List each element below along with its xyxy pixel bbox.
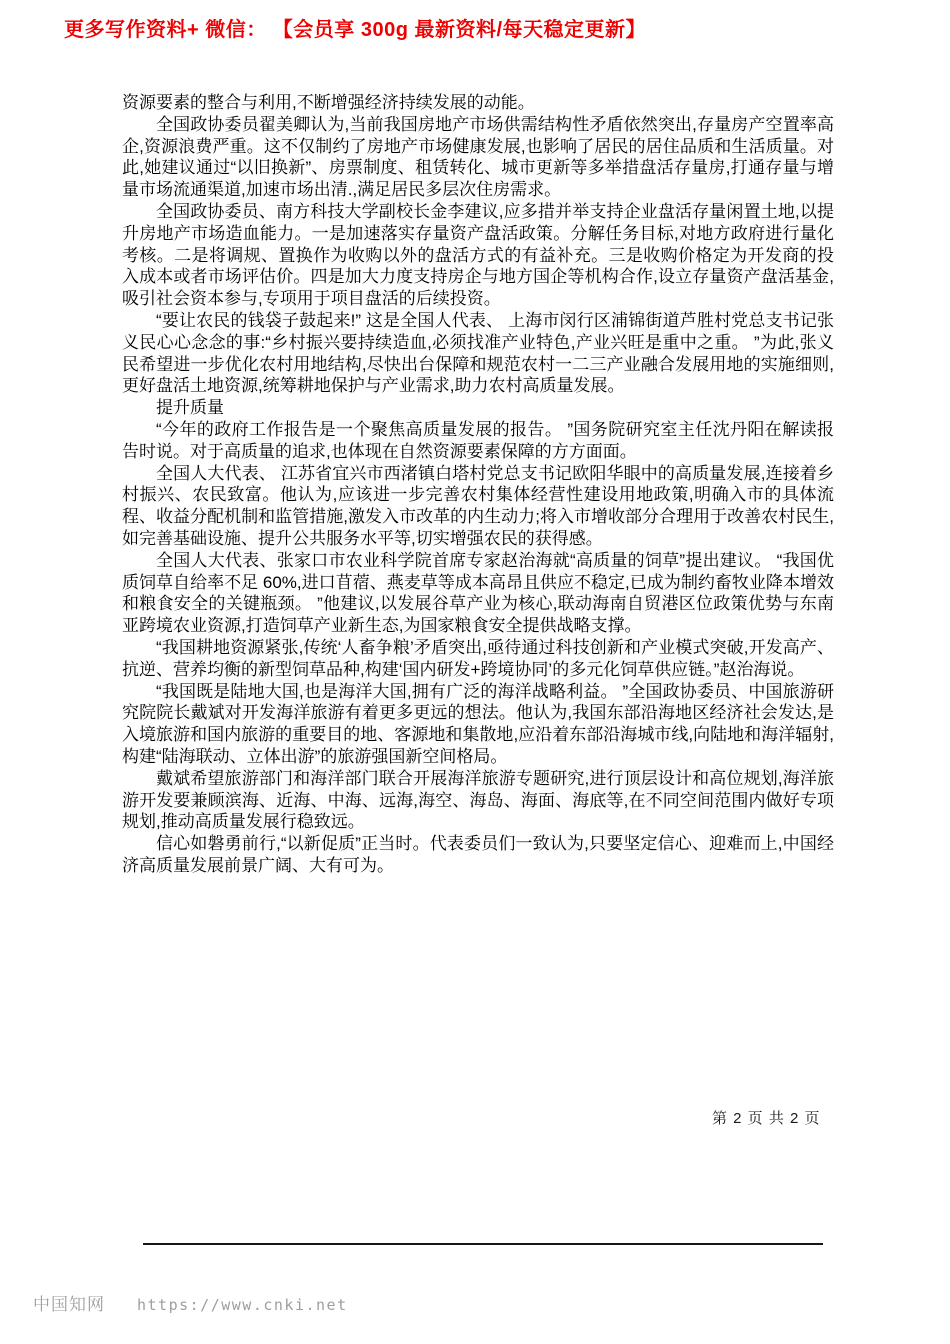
promo-banner: 更多写作资料+ 微信： 【会员享 300g 最新资料/每天稳定更新】 (64, 19, 647, 41)
paragraph: 全国政协委员翟美卿认为,当前我国房地产市场供需结构性矛盾依然突出,存量房产空置率高企,资源浪费严重。这不仅制约了房地产市场健康发展,也影响了居民的居住品质和生活质量。对此,她建议通过“以旧换新”、房票制度、租赁转化、城市更新等多举措盘活存量房,打通存量与增量市场流通渠道,加速市场出清.,满足居民多层次住房需求。 (122, 114, 834, 200)
paragraph: 全国人大代表、张家口市农业科学院首席专家赵治海就“高质量的饲草”提出建议。 “我国优质饲草自给率不足 60%,进口苜蓿、燕麦草等成本高昂且供应不稳定,已成为制约畜牧业降本增效和粮食安全的关键瓶颈。 ”他建议,以发展谷草产业为核心,联动海南自贸港区位政策优势与东南亚跨境农业资源,打造饲草产业新生态,为国家粮食安全提供战略支撑。 (122, 550, 834, 636)
section-heading: 提升质量 (156, 398, 224, 418)
watermark (33, 1290, 348, 1315)
paragraph: “今年的政府工作报告是一个聚焦高质量发展的报告。 ”国务院研究室主任沈丹阳在解读报告时说。对于高质量的追求,也体现在自然资源要素保障的方方面面。 (122, 419, 834, 461)
document-body (122, 92, 834, 877)
paragraph: 全国人大代表、 江苏省宜兴市西渚镇白塔村党总支书记欧阳华眼中的高质量发展,连接着乡村振兴、农民致富。他认为,应该进一步完善农村集体经营性建设用地政策,明确入市的具体流程、收益分配机制和监管措施,激发入市改革的内生动力;将入市增收部分合理用于改善农村民生,如完善基础设施、提升公共服务水平等,切实增强农民的获得感。 (122, 463, 834, 548)
paragraph: “我国耕地资源紧张,传统‘人畜争粮’矛盾突出,亟待通过科技创新和产业模式突破,开发高产、抗逆、营养均衡的新型饲草品种,构建‘国内研发+跨境协同’的多元化饲草供应链。”赵治海说。 (122, 637, 834, 679)
page-number: 第 2 页 共 2 页 (712, 1110, 821, 1127)
paragraph: 信心如磐勇前行,“以新促质”正当时。代表委员们一致认为,只要坚定信心、迎难而上,中国经济高质量发展前景广阔、大有可为。 (122, 834, 834, 875)
paragraph: 戴斌希望旅游部门和海洋部门联合开展海洋旅游专题研究,进行顶层设计和高位规划,海洋旅游开发要兼顾滨海、近海、中海、远海,海空、海岛、海面、海底等,在不同空间范围内做好专项规划,推动高质量发展行稳致远。 (122, 768, 834, 832)
paragraph: 资源要素的整合与利用,不断增强经济持续发展的动能。 (122, 93, 535, 112)
footer-divider (143, 1243, 823, 1245)
paragraph: “我国既是陆地大国,也是海洋大国,拥有广泛的海洋战略利益。 ”全国政协委员、中国旅游研究院院长戴斌对开发海洋旅游有着更多更远的想法。他认为,我国东部沿海地区经济社会发达,是入境旅游和国内旅游的重要目的地、客源地和集散地,应沿着东部沿海城市线,向陆地和海洋辐射,构建“陆海联动、立体出游”的旅游强国新空间格局。 (122, 681, 834, 766)
paragraph: 全国政协委员、南方科技大学副校长金李建议,应多措并举支持企业盘活存量闲置土地,以提升房地产市场造血能力。一是加速落实存量资产盘活政策。分解任务目标,对地方政府进行量化考核。二是将调规、置换作为收购以外的盘活方式的有益补充。三是收购价格定为开发商的投入成本或者市场评估价。四是加大力度支持房企与地方国企等机构合作,设立存量资产盘活基金,吸引社会资本参与,专项用于项目盘活的后续投资。 (122, 201, 834, 309)
cnki-url-text: https://www.cnki.net (137, 1296, 348, 1314)
cnki-brand-text: 中国知网 (33, 1295, 105, 1314)
paragraph: “要让农民的钱袋子鼓起来!” 这是全国人代表、 上海市闵行区浦锦街道芦胜村党总支书记张义民心心念念的事:“乡村振兴要持续造血,必须找准产业特色,产业兴旺是重中之重。 ”为此,张义民希望进一步优化农村用地结构,尽快出台保障和规范农村一二三产业融合发展用地的实施细则,更好盘活土地资源,统筹耕地保护与产业需求,助力农村高质量发展。 (122, 310, 834, 396)
